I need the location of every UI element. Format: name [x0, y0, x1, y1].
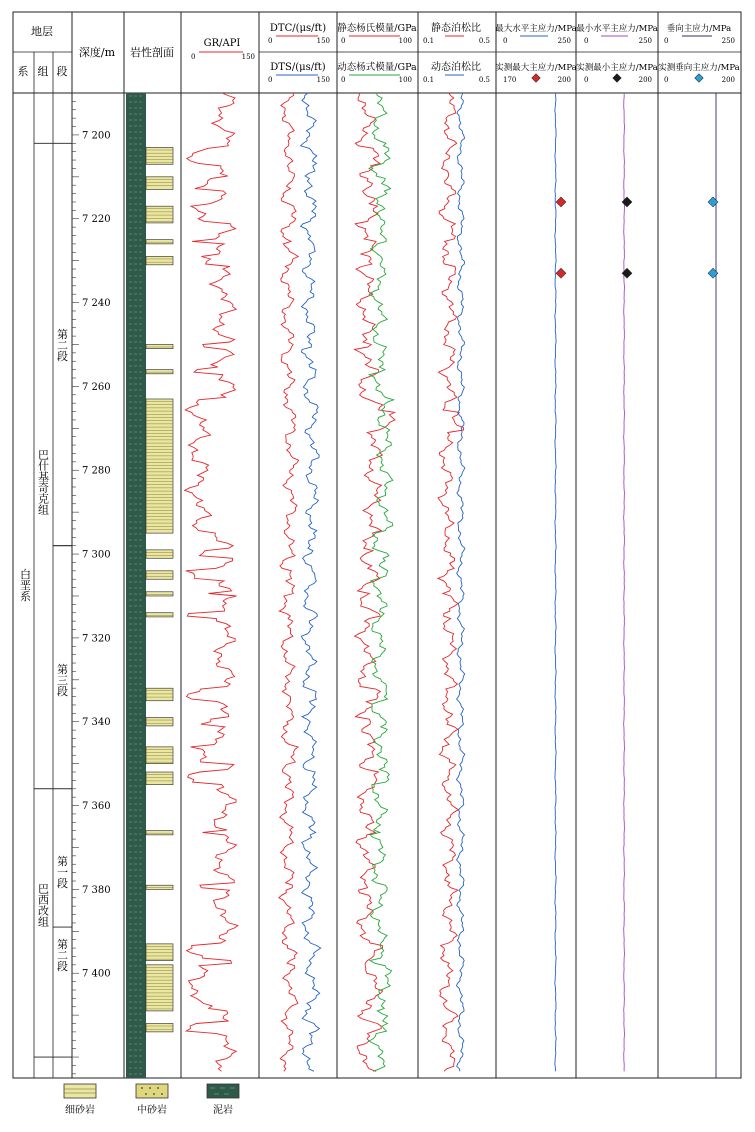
- meas_shmin-legend-marker: [613, 74, 621, 82]
- shmin-min: 0: [584, 37, 589, 45]
- dts-curve: [301, 93, 321, 1071]
- legend-medium-sand-label: 中砂岩: [137, 1105, 167, 1116]
- sand-bed-11: [146, 613, 173, 617]
- shmax-curve: [555, 93, 556, 1071]
- meas_sv-point-1: [708, 268, 718, 278]
- ym_dynamic-curve: [369, 93, 394, 1071]
- sand-bed-13: [146, 718, 173, 726]
- dtc-min: 0: [268, 37, 273, 45]
- depth-label-7380: 7 380: [82, 884, 111, 896]
- chart-frame: [13, 12, 741, 1078]
- legend-medium-sand-swatch: [136, 1084, 168, 1098]
- sv-meas-max: 200: [721, 76, 735, 84]
- gr-title: GR/API: [203, 38, 241, 49]
- pr-dynamic-max: 0.5: [478, 76, 490, 84]
- formation-header: 组: [37, 65, 49, 78]
- meas_sv-legend-marker: [695, 74, 703, 82]
- sand-bed-15: [146, 772, 173, 785]
- member-name-2: 第三段: [55, 663, 69, 697]
- shmin-curve: [624, 93, 625, 1071]
- lithology-header: 岩性剖面: [130, 46, 174, 59]
- gr-min: 0: [191, 53, 196, 61]
- shmax-min: 0: [503, 37, 508, 45]
- legend-fine-sand-swatch: [64, 1084, 96, 1098]
- log-curves: [185, 93, 716, 1078]
- dts-min: 0: [268, 76, 273, 84]
- member-name-3: 第一段: [55, 855, 69, 889]
- depth-label-7280: 7 280: [82, 465, 111, 477]
- shmin-max: 250: [638, 37, 652, 45]
- meas_sv-point-0: [708, 197, 718, 207]
- sand-bed-1: [146, 177, 173, 190]
- shmax-title: 最大水平主应力/MPa: [495, 24, 577, 34]
- lithology-column: [126, 93, 173, 1078]
- ym-dynamic-min: 0: [341, 76, 346, 84]
- dts-title: DTS/(μs/ft): [270, 62, 326, 73]
- shmax-meas-title: 实测最大主应力/MPa: [495, 63, 577, 73]
- formation-name-1: 巴什基奇克组: [36, 449, 50, 515]
- member-name-1: 第二段: [55, 328, 69, 362]
- sand-bed-9: [146, 571, 173, 579]
- dtc-max: 150: [316, 37, 330, 45]
- shmin-meas-title: 实测最小主应力/MPa: [576, 63, 658, 73]
- sand-bed-17: [146, 885, 173, 889]
- strata-labels: [19, 328, 69, 972]
- depth-label-7260: 7 260: [82, 381, 111, 393]
- depth-label-7320: 7 320: [82, 633, 111, 645]
- ym-static-title: 静态杨氏模量/GPa: [337, 23, 417, 34]
- ym_static-curve: [355, 93, 396, 1071]
- gr-curve: [185, 93, 238, 1071]
- depth-label-7300: 7 300: [82, 549, 111, 561]
- sv-title: 垂向主应力/MPa: [666, 24, 732, 34]
- ym-dynamic-title: 动态杨式模量/GPa: [337, 62, 417, 73]
- legend-fine-sand-label: 细砂岩: [65, 1105, 95, 1116]
- pr_dynamic-curve: [456, 93, 465, 1071]
- ym-static-min: 0: [341, 37, 346, 45]
- dtc-curve: [279, 93, 299, 1071]
- pr_static-curve: [438, 93, 464, 1071]
- lithology-legend: [64, 1084, 239, 1116]
- system-header: 系: [17, 65, 29, 78]
- gr-max: 150: [241, 53, 255, 61]
- shmin-title: 最小水平主应力/MPa: [576, 24, 658, 34]
- depth-label-7220: 7 220: [82, 214, 111, 226]
- pr-static-title: 静态泊松比: [431, 23, 481, 34]
- ym-static-max: 100: [398, 37, 412, 45]
- sand-bed-20: [146, 1024, 173, 1032]
- depth-label-7360: 7 360: [82, 801, 111, 813]
- sand-bed-5: [146, 344, 173, 348]
- dts-max: 150: [316, 76, 330, 84]
- measured-stress-points: [556, 197, 718, 278]
- shmax-max: 250: [557, 37, 571, 45]
- stratum-header: 地层: [31, 25, 53, 38]
- legend-mudstone-label: 泥岩: [213, 1105, 233, 1116]
- sand-bed-19: [146, 965, 173, 1011]
- member-name-4: 第二段: [55, 938, 69, 972]
- dtc-title: DTC/(μs/ft): [269, 23, 327, 34]
- depth-label-7240: 7 240: [82, 298, 111, 310]
- formation-name-2: 巴西改组: [36, 883, 50, 927]
- depth-axis: [72, 93, 111, 1074]
- sv-min: 0: [664, 37, 669, 45]
- ym-dynamic-max: 100: [398, 76, 412, 84]
- depth-label-7400: 7 400: [82, 968, 111, 980]
- sv-max: 250: [721, 37, 735, 45]
- sand-bed-4: [146, 256, 173, 264]
- outer-border: [13, 12, 741, 1078]
- pr-static-max: 0.5: [478, 37, 490, 45]
- system-name: 白垩系: [18, 568, 32, 602]
- sand-bed-12: [146, 688, 173, 701]
- sand-bed-7: [146, 399, 173, 533]
- shmin-meas-min: 0: [584, 76, 589, 84]
- depth-label-7340: 7 340: [82, 717, 111, 729]
- pr-dynamic-title: 动态泊松比: [431, 62, 481, 73]
- shmin-meas-max: 200: [638, 76, 652, 84]
- meas_shmax-point-1: [556, 268, 566, 278]
- legend-mudstone-swatch: [207, 1084, 239, 1098]
- sand-bed-8: [146, 550, 173, 558]
- sv-meas-title: 实测垂向主应力/MPa: [658, 63, 740, 73]
- sand-bed-6: [146, 370, 173, 374]
- sand-bed-3: [146, 240, 173, 244]
- member-header: 段: [56, 65, 68, 78]
- shmax-meas-max: 200: [557, 76, 571, 84]
- meas_shmin-point-0: [622, 197, 632, 207]
- depth-header: 深度/m: [78, 46, 116, 59]
- pr-dynamic-min: 0.1: [423, 76, 435, 84]
- meas_shmax-legend-marker: [532, 74, 540, 82]
- sv-meas-min: 0: [664, 76, 669, 84]
- pr-static-min: 0.1: [423, 37, 435, 45]
- meas_shmax-point-0: [556, 197, 566, 207]
- sand-bed-10: [146, 592, 173, 596]
- shmax-meas-min: 170: [503, 76, 517, 84]
- sand-bed-16: [146, 831, 173, 835]
- depth-label-7200: 7 200: [82, 130, 111, 142]
